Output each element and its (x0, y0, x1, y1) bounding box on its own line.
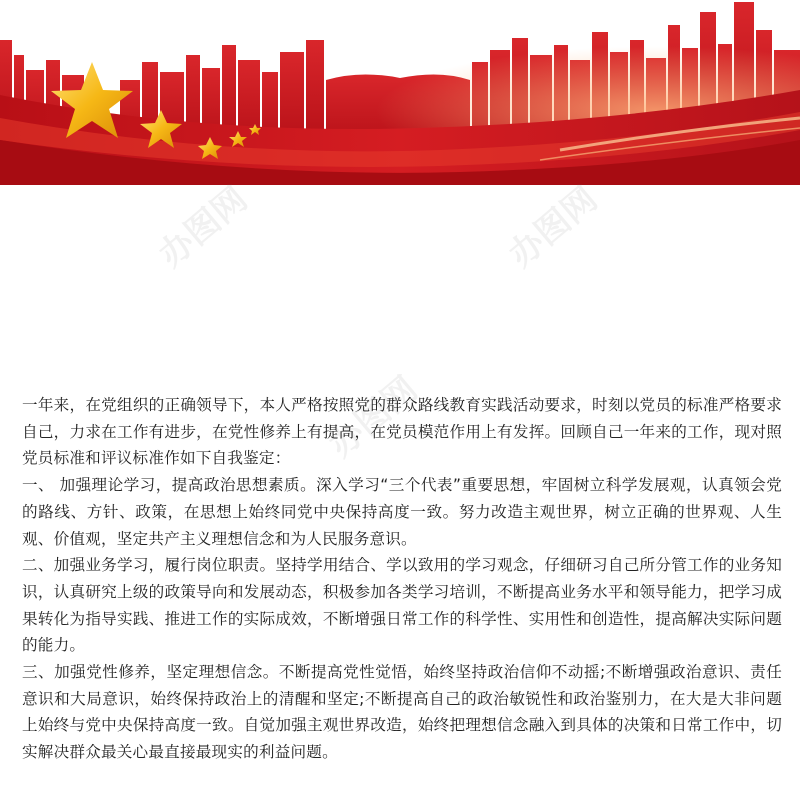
document-body (22, 392, 782, 766)
paragraph-intro: 一年来，在党组织的正确领导下，本人严格按照党的群众路线教育实践活动要求，时刻以党员的标准严格要求自己，力求在工作有进步，在党性修养上有提高，在党员模范作用上有发挥。回顾自己一年来的工作，现对照党员标准和评议标准作如下自我鉴定： (22, 396, 782, 468)
paragraph-section-1: 一、 加强理论学习，提高政治思想素质。深入学习“三个代表”重要思想，牢固树立科学发展观，认真领会党的路线、方针、政策，在思想上始终同党中央保持高度一致。努力改造主观世界，树立正确的世界观、人生观、价值观，坚定共产主义理想信念和为人民服务意识。 (22, 476, 782, 548)
watermark: 办图网 (151, 179, 256, 276)
watermark: 办图网 (501, 179, 606, 276)
header-banner (0, 0, 800, 185)
watermark: 办图网 (321, 369, 426, 466)
paragraph-section-3: 三、加强党性修养，坚定理想信念。不断提高党性觉悟，始终坚持政治信仰不动摇;不断增强政治意识、责任意识和大局意识，始终保持政治上的清醒和坚定;不断提高自己的政治敏锐性和政治鉴别力，在大是大非问题上始终与党中央保持高度一致。自觉加强主观世界改造，始终把理想信念融入到具体的决策和日常工作中，切实解决群众最关心最直接最现实的利益问题。 (22, 663, 782, 762)
paragraph-section-2: 二、加强业务学习，履行岗位职责。坚持学用结合、学以致用的学习观念，仔细研习自己所分管工作的业务知识，认真研究上级的政策导向和发展动态，积极参加各类学习培训，不断提高业务水平和领导能力，把学习成果转化为指导实践、推进工作的实际成效，不断增强日常工作的科学性、实用性和创造性，提高解决实际问题的能力。 (22, 556, 782, 655)
city-skyline-banner (0, 0, 800, 185)
